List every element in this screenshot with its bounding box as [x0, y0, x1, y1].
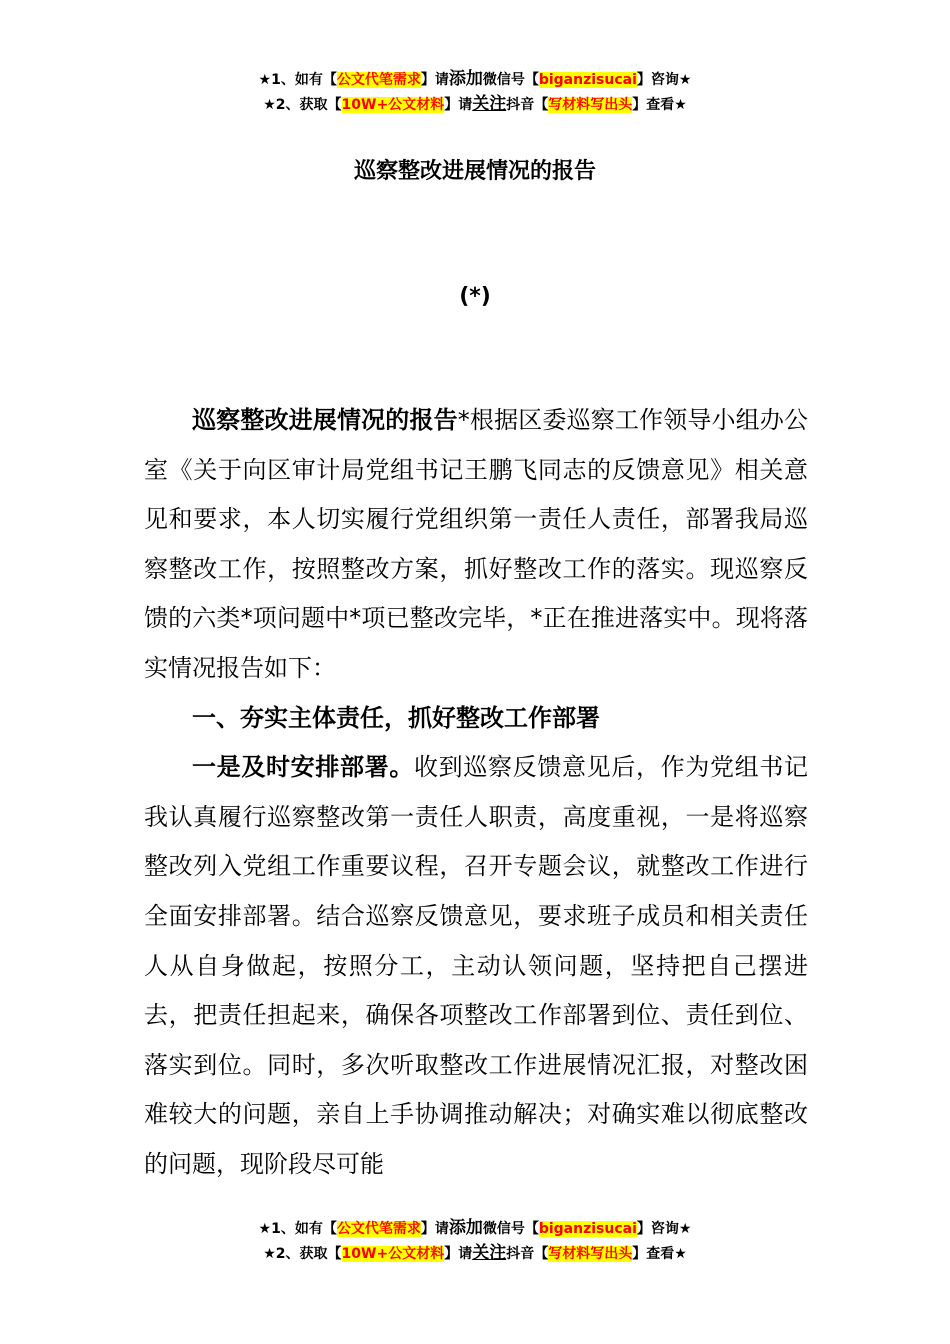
paragraph — [144, 396, 808, 694]
banner-text: 1、如有【 — [271, 1221, 337, 1237]
banner-text: 】请 — [420, 1221, 449, 1237]
banner-highlight: biganzisucai — [538, 72, 637, 88]
paragraph-lead: 巡察整改进展情况的报告 — [192, 406, 458, 434]
paragraph-text: *根据区委巡察工作领导小组办公室《关于向区审计局党组书记王鹏飞同志的反馈意见》相关意见和要求，本人切实履行党组织第一责任人责任，部署我局巡察整改工作，按照整改方案，抓好整改工作的落实。现巡察反馈的六类*项问题中*项已整改完毕，*正在推进落实中。现将落实情况报告如下： — [144, 406, 809, 682]
banner-highlight: 写材料写出头 — [548, 97, 633, 113]
banner-highlight: 写材料写出头 — [548, 1246, 633, 1262]
banner-highlight: 10W+公文材料 — [341, 1246, 445, 1262]
banner-text: 抖音【 — [506, 97, 549, 113]
banner-text: 】咨询 — [636, 72, 679, 88]
document-title: 巡察整改进展情况的报告 — [353, 159, 596, 184]
star-icon: ★ — [258, 1221, 272, 1237]
banner-text: 】咨询 — [636, 1221, 679, 1237]
section-heading — [144, 694, 808, 744]
banner-text: 抖音【 — [506, 1246, 549, 1262]
banner-highlight: 公文代笔需求 — [336, 1221, 421, 1237]
section-heading-text: 一、夯实主体责任，抓好整改工作部署 — [192, 703, 600, 732]
star-icon: ★ — [674, 97, 687, 113]
banner-text: 微信号【 — [482, 1221, 539, 1237]
document-body — [144, 396, 808, 1190]
star-icon: ★ — [678, 1221, 692, 1237]
star-icon: ★ — [674, 1246, 687, 1262]
banner-text: 2、获取【 — [275, 97, 342, 113]
banner-text: 】查看 — [632, 1246, 675, 1262]
banner-line-2 — [0, 1241, 950, 1266]
banner-line-1 — [0, 67, 950, 92]
banner-highlight: biganzisucai — [538, 1221, 637, 1237]
paragraph-lead: 一是及时安排部署。 — [192, 753, 414, 782]
banner-text: 微信号【 — [482, 72, 539, 88]
banner-emphasis: 关注 — [472, 1243, 507, 1263]
banner-text: 】查看 — [632, 97, 675, 113]
paragraph-text: 收到巡察反馈意见后，作为党组书记我认真履行巡察整改第一责任人职责，高度重视，一是将巡察整改列入党组工作重要议程，召开专题会议，就整改工作进行全面安排部署。结合巡察反馈意见，要求班子成员和相关责任人从自身做起，按照分工，主动认领问题，坚持把自己摆进去，把责任担起来，确保各项整改工作部署到位、责任到位、落实到位。同时，多次听取整改工作进展情况汇报，对整改困难较大的问题，亲自上手协调推动解决；对确实难以彻底整改的问题，现阶段尽可能 — [144, 753, 808, 1178]
paragraph — [144, 743, 808, 1189]
star-icon: ★ — [263, 1246, 276, 1262]
banner-text: 】请 — [444, 1246, 473, 1262]
banner-text: 】请 — [420, 72, 449, 88]
banner-highlight: 公文代笔需求 — [336, 72, 421, 88]
banner-text: 2、获取【 — [275, 1246, 342, 1262]
header-banner — [0, 67, 950, 117]
banner-emphasis: 添加 — [448, 69, 483, 89]
banner-emphasis: 添加 — [448, 1218, 483, 1238]
document-subtitle: (*) — [459, 284, 491, 309]
banner-line-1 — [0, 1216, 950, 1241]
footer-banner — [0, 1216, 950, 1266]
banner-highlight: 10W+公文材料 — [341, 97, 445, 113]
star-icon: ★ — [263, 97, 276, 113]
banner-text: 】请 — [444, 97, 473, 113]
banner-emphasis: 关注 — [472, 94, 507, 114]
star-icon: ★ — [678, 72, 692, 88]
banner-line-2 — [0, 92, 950, 117]
star-icon: ★ — [258, 72, 272, 88]
banner-text: 1、如有【 — [271, 72, 337, 88]
